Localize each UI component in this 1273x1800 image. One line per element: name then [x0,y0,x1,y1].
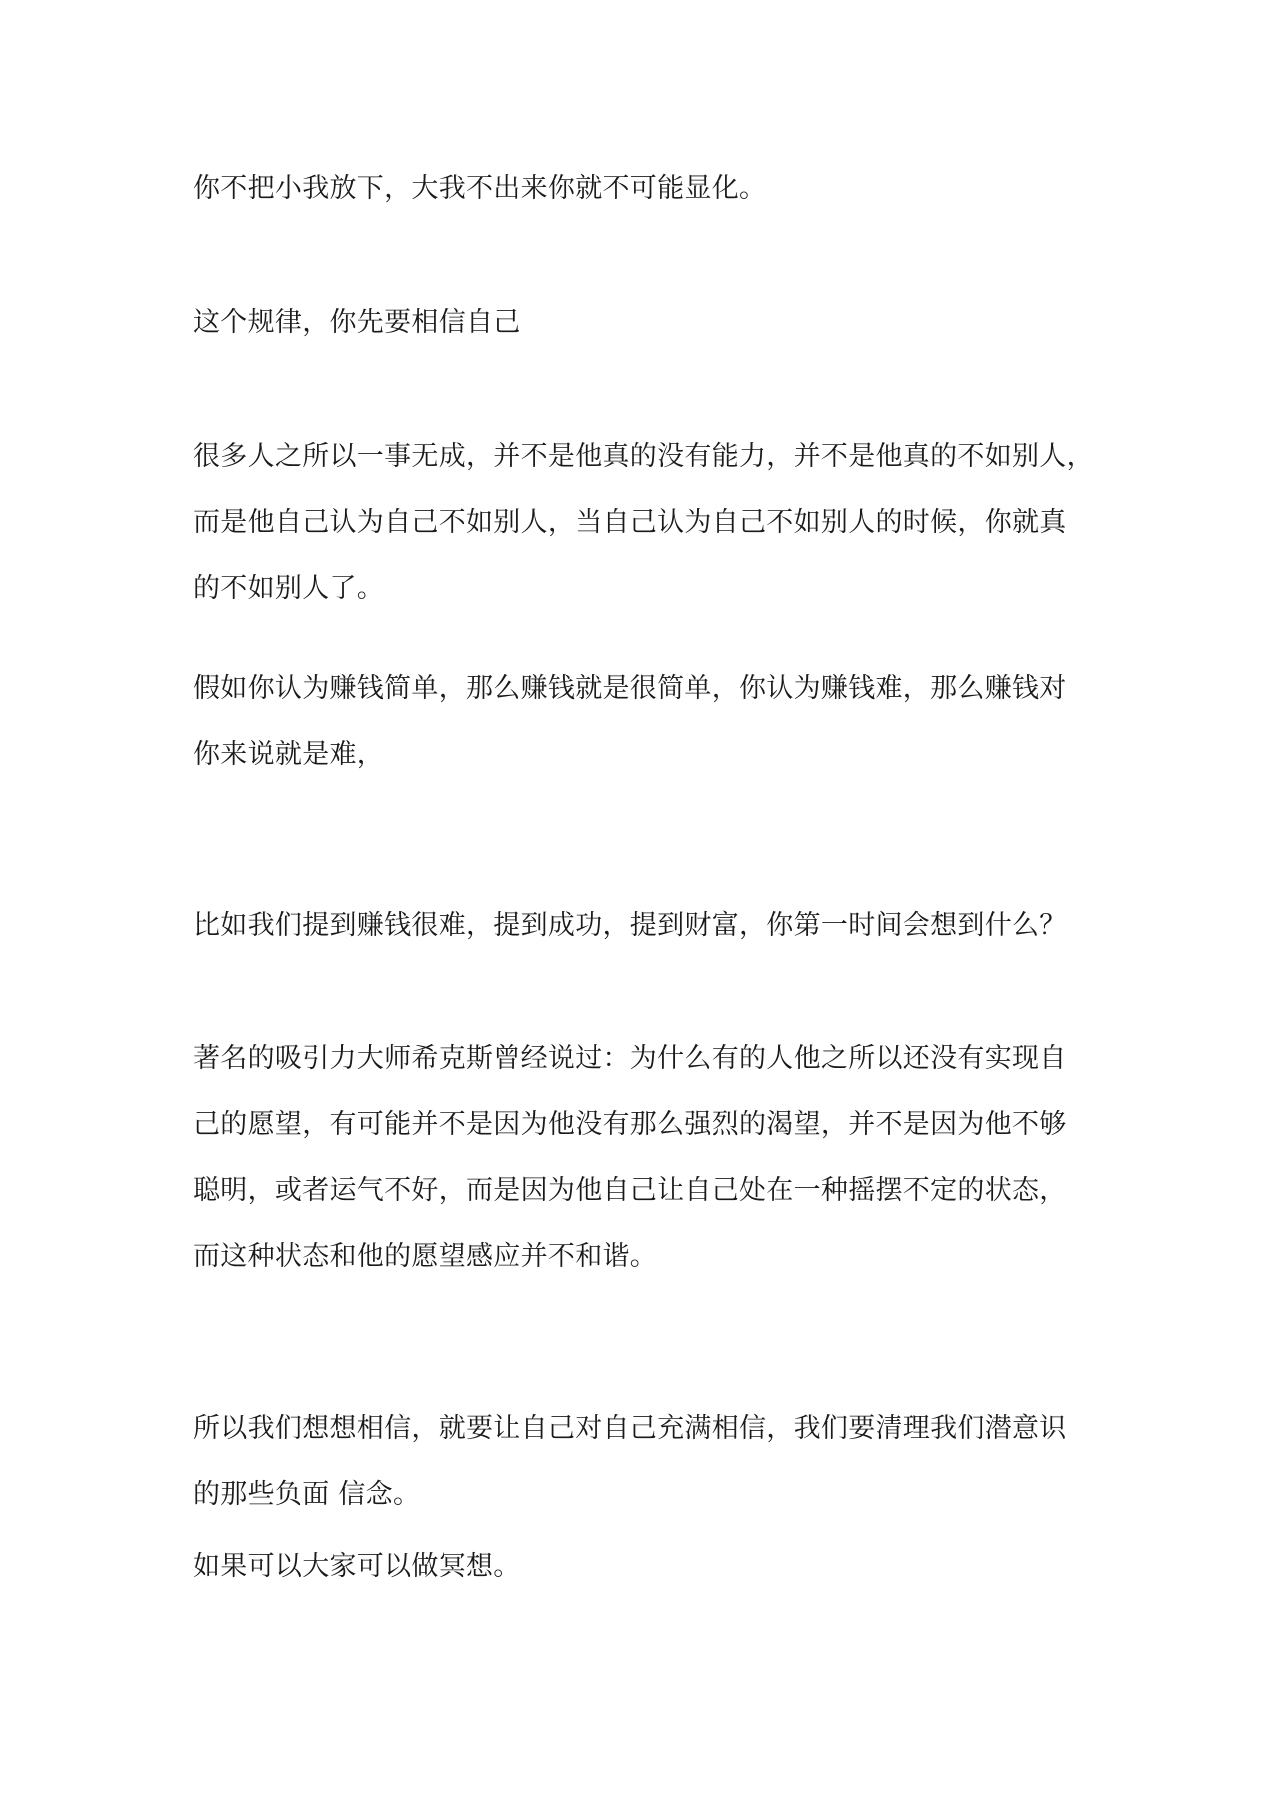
paragraph-5 [193,893,1093,959]
paragraph-line: 比如我们提到赚钱很难，提到成功，提到财富，你第一时间会想到什么？ [193,910,1067,941]
paragraph-line: 你不把小我放下，大我不出来你就不可能显化。 [193,173,767,204]
paragraph-line: 的那些负面 信念。 [193,1479,421,1510]
paragraph-2 [193,290,1093,356]
paragraph-line: 很多人之所以一事无成，并不是他真的没有能力，并不是他真的不如别人， [193,441,1094,472]
paragraph-7 [193,1396,1093,1528]
paragraph-8 [193,1534,1093,1600]
paragraph-line: 这个规律，你先要相信自己 [193,307,521,338]
paragraph-line: 的不如别人了。 [193,573,385,604]
paragraph-line: 而这种状态和他的愿望感应并不和谐。 [193,1241,658,1272]
paragraph-line: 所以我们想想相信，就要让自己对自己充满相信，我们要清理我们潜意识 [193,1413,1067,1444]
paragraph-1 [193,156,1093,222]
paragraph-3 [193,424,1093,622]
paragraph-line: 假如你认为赚钱简单，那么赚钱就是很简单，你认为赚钱难，那么赚钱对 [193,673,1067,704]
paragraph-6 [193,1026,1093,1290]
paragraph-line: 聪明，或者运气不好，而是因为他自己让自己处在一种摇摆不定的状态， [193,1175,1067,1206]
paragraph-line: 而是他自己认为自己不如别人，当自己认为自己不如别人的时候，你就真 [193,507,1067,538]
paragraph-4 [193,656,1093,788]
paragraph-line: 己的愿望，有可能并不是因为他没有那么强烈的渴望，并不是因为他不够 [193,1109,1067,1140]
paragraph-line: 如果可以大家可以做冥想。 [193,1551,521,1582]
paragraph-line: 你来说就是难， [193,739,385,770]
paragraph-line: 著名的吸引力大师希克斯曾经说过：为什么有的人他之所以还没有实现自 [193,1043,1067,1074]
